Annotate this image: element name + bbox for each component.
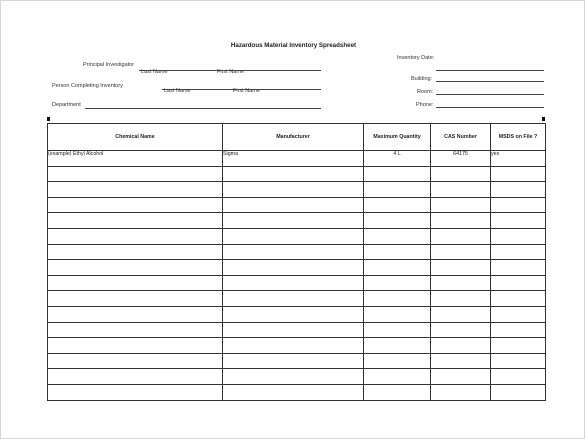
cell-chemical-name[interactable]	[48, 244, 223, 260]
example-manufacturer[interactable]: Sigma	[223, 151, 364, 167]
cell-manufacturer[interactable]	[223, 353, 364, 369]
table-row	[48, 228, 546, 244]
example-cas-number[interactable]: 64175	[431, 151, 491, 167]
cell-manufacturer[interactable]	[223, 228, 364, 244]
cell-maximum-quantity[interactable]	[364, 228, 431, 244]
cell-manufacturer[interactable]	[223, 369, 364, 385]
cell-msds-on-file[interactable]	[491, 197, 546, 213]
cell-maximum-quantity[interactable]	[364, 384, 431, 400]
inventory-date-line[interactable]	[436, 70, 544, 71]
table-row	[48, 369, 546, 385]
cell-cas-number[interactable]	[431, 166, 491, 182]
cell-chemical-name[interactable]	[48, 291, 223, 307]
cell-chemical-name[interactable]	[48, 166, 223, 182]
table-row	[48, 338, 546, 354]
cell-maximum-quantity[interactable]	[364, 306, 431, 322]
cell-chemical-name[interactable]	[48, 228, 223, 244]
cell-cas-number[interactable]	[431, 197, 491, 213]
cell-cas-number[interactable]	[431, 306, 491, 322]
cell-manufacturer[interactable]	[223, 182, 364, 198]
table-row-example	[48, 151, 546, 167]
cell-maximum-quantity[interactable]	[364, 275, 431, 291]
cell-msds-on-file[interactable]	[491, 322, 546, 338]
cell-maximum-quantity[interactable]	[364, 322, 431, 338]
cell-cas-number[interactable]	[431, 338, 491, 354]
cell-cas-number[interactable]	[431, 244, 491, 260]
cell-cas-number[interactable]	[431, 260, 491, 276]
cell-maximum-quantity[interactable]	[364, 291, 431, 307]
pc-last-name-label: Last Name	[164, 88, 191, 94]
cell-msds-on-file[interactable]	[491, 275, 546, 291]
table-row	[48, 166, 546, 182]
pi-last-name-label: Last Name	[141, 69, 168, 75]
cell-msds-on-file[interactable]	[491, 384, 546, 400]
inventory-date-label: Inventory Date:	[397, 55, 435, 61]
table-row	[48, 306, 546, 322]
person-completing-line[interactable]	[162, 89, 321, 90]
cell-maximum-quantity[interactable]	[364, 338, 431, 354]
table-row	[48, 353, 546, 369]
cell-maximum-quantity[interactable]	[364, 182, 431, 198]
header-maximum-quantity: Maximum Quantity	[364, 124, 431, 151]
table-row	[48, 275, 546, 291]
corner-mark-left	[47, 117, 50, 121]
cell-cas-number[interactable]	[431, 291, 491, 307]
cell-chemical-name[interactable]	[48, 369, 223, 385]
pi-name-line[interactable]	[139, 70, 321, 71]
cell-manufacturer[interactable]	[223, 213, 364, 229]
cell-manufacturer[interactable]	[223, 291, 364, 307]
cell-manufacturer[interactable]	[223, 197, 364, 213]
table-row	[48, 291, 546, 307]
example-maximum-quantity[interactable]: 4 L	[364, 151, 431, 167]
room-label: Room:	[417, 89, 434, 95]
cell-maximum-quantity[interactable]	[364, 166, 431, 182]
cell-manufacturer[interactable]	[223, 244, 364, 260]
table-row	[48, 197, 546, 213]
inventory-table	[47, 123, 546, 401]
document-title: Hazardous Material Inventory Spreadsheet	[230, 42, 357, 49]
cell-cas-number[interactable]	[431, 369, 491, 385]
cell-msds-on-file[interactable]	[491, 338, 546, 354]
cell-msds-on-file[interactable]	[491, 228, 546, 244]
building-label: Building:	[411, 76, 433, 82]
pi-first-name-label: First Name	[217, 69, 244, 75]
header-chemical-name: Chemical Name	[48, 124, 223, 151]
cell-chemical-name[interactable]	[48, 338, 223, 354]
cell-manufacturer[interactable]	[223, 338, 364, 354]
cell-maximum-quantity[interactable]	[364, 244, 431, 260]
cell-maximum-quantity[interactable]	[364, 353, 431, 369]
header-msds-on-file: MSDS on File ?	[491, 124, 546, 151]
cell-maximum-quantity[interactable]	[364, 213, 431, 229]
cell-cas-number[interactable]	[431, 228, 491, 244]
cell-cas-number[interactable]	[431, 384, 491, 400]
table-header-row	[48, 124, 546, 151]
cell-manufacturer[interactable]	[223, 384, 364, 400]
cell-chemical-name[interactable]	[48, 322, 223, 338]
principal-investigator-label: Principal Investigator	[83, 62, 135, 68]
department-label: Department	[52, 102, 81, 108]
room-line[interactable]	[436, 94, 544, 95]
cell-cas-number[interactable]	[431, 322, 491, 338]
person-completing-label: Person Completing Inventory	[52, 83, 123, 89]
cell-msds-on-file[interactable]	[491, 166, 546, 182]
cell-manufacturer[interactable]	[223, 166, 364, 182]
cell-manufacturer[interactable]	[223, 322, 364, 338]
cell-maximum-quantity[interactable]	[364, 260, 431, 276]
cell-chemical-name[interactable]	[48, 275, 223, 291]
cell-maximum-quantity[interactable]	[364, 369, 431, 385]
table-row	[48, 213, 546, 229]
cell-chemical-name[interactable]	[48, 353, 223, 369]
cell-chemical-name[interactable]	[48, 182, 223, 198]
table-row	[48, 182, 546, 198]
building-line[interactable]	[436, 81, 544, 82]
cell-chemical-name[interactable]	[48, 197, 223, 213]
cell-cas-number[interactable]	[431, 182, 491, 198]
cell-msds-on-file[interactable]	[491, 353, 546, 369]
corner-mark-right	[542, 117, 545, 121]
cell-maximum-quantity[interactable]	[364, 197, 431, 213]
cell-msds-on-file[interactable]	[491, 260, 546, 276]
cell-cas-number[interactable]	[431, 275, 491, 291]
cell-msds-on-file[interactable]	[491, 306, 546, 322]
cell-cas-number[interactable]	[431, 213, 491, 229]
phone-label: Phone:	[416, 102, 434, 108]
table-row	[48, 384, 546, 400]
phone-line[interactable]	[436, 107, 544, 108]
cell-msds-on-file[interactable]	[491, 369, 546, 385]
table-row	[48, 244, 546, 260]
example-msds-on-file[interactable]: yes	[491, 151, 546, 167]
header-manufacturer: Manufacturer	[223, 124, 364, 151]
header-cas-number: CAS Number	[431, 124, 491, 151]
pc-first-name-label: First Name	[233, 88, 260, 94]
cell-cas-number[interactable]	[431, 353, 491, 369]
cell-manufacturer[interactable]	[223, 306, 364, 322]
department-line[interactable]	[85, 108, 321, 109]
cell-chemical-name[interactable]	[48, 384, 223, 400]
cell-msds-on-file[interactable]	[491, 291, 546, 307]
cell-chemical-name[interactable]	[48, 306, 223, 322]
table-row	[48, 322, 546, 338]
cell-msds-on-file[interactable]	[491, 182, 546, 198]
cell-chemical-name[interactable]	[48, 213, 223, 229]
cell-chemical-name[interactable]	[48, 260, 223, 276]
cell-manufacturer[interactable]	[223, 260, 364, 276]
cell-msds-on-file[interactable]	[491, 244, 546, 260]
example-chemical-name[interactable]: (example) Ethyl Alcohol	[48, 151, 223, 167]
cell-manufacturer[interactable]	[223, 275, 364, 291]
table-row	[48, 260, 546, 276]
cell-msds-on-file[interactable]	[491, 213, 546, 229]
